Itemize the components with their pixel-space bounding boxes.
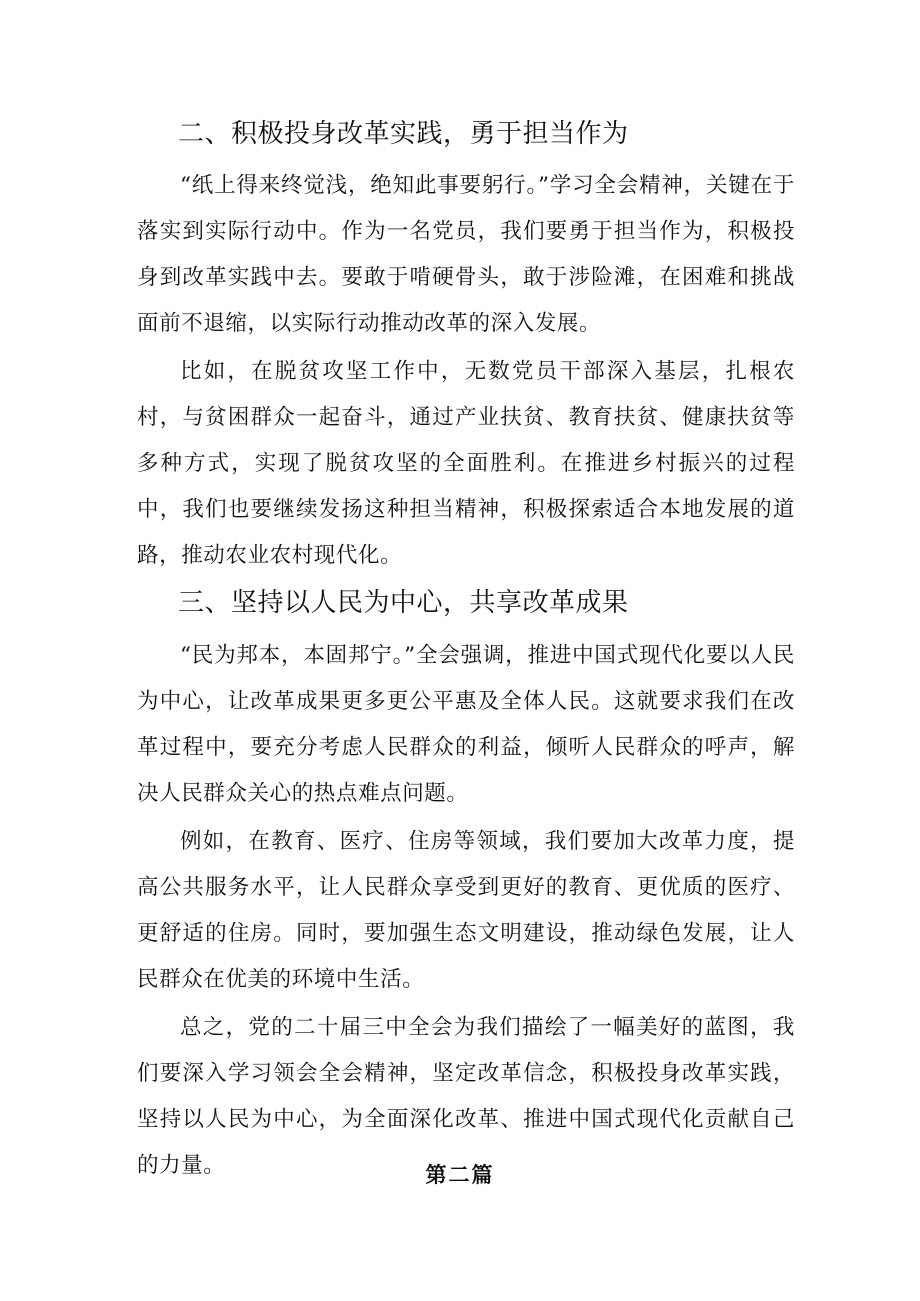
- paragraph-4: 例如，在教育、医疗、住房等领域，我们要加大改革力度，提高公共服务水平，让人民群众享受到更好的教育、更优质的医疗、更舒适的住房。同时，要加强生态文明建设，推动绿色发展，让人民群众在优美的环境中生活。: [137, 829, 795, 992]
- paragraph-5: 总之，党的二十届三中全会为我们描绘了一幅美好的蓝图，我们要深入学习领会全会精神，坚定改革信念，积极投身改革实践，坚持以人民为中心，为全面深化改革、推进中国式现代化贡献自己的力量。: [137, 1015, 795, 1178]
- paragraph-2: 比如，在脱贫攻坚工作中，无数党员干部深入基层，扎根农村，与贫困群众一起奋斗，通过产业扶贫、教育扶贫、健康扶贫等多种方式，实现了脱贫攻坚的全面胜利。在推进乡村振兴的过程中，我们也要继续发扬这种担当精神，积极探索适合本地发展的道路，推动农业农村现代化。: [137, 359, 795, 568]
- paragraph-3: “民为邦本，本固邦宁。”全会强调，推进中国式现代化要以人民为中心，让改革成果更多更公平惠及全体人民。这就要求我们在改革过程中，要充分考虑人民群众的利益，倾听人民群众的呼声，解决人民群众关心的热点难点问题。: [137, 643, 795, 806]
- section-heading-3: 三、坚持以人民为中心，共享改革成果: [178, 588, 629, 618]
- part-title: 第二篇: [425, 1163, 495, 1187]
- section-heading-2: 二、积极投身改革实践，勇于担当作为: [178, 119, 629, 149]
- paragraph-1: “纸上得来终觉浅，绝知此事要躬行。”学习全会精神，关键在于落实到实际行动中。作为一名党员，我们要勇于担当作为，积极投身到改革实践中去。要敢于啃硬骨头，敢于涉险滩，在困难和挑战面前不退缩，以实际行动推动改革的深入发展。: [137, 173, 795, 336]
